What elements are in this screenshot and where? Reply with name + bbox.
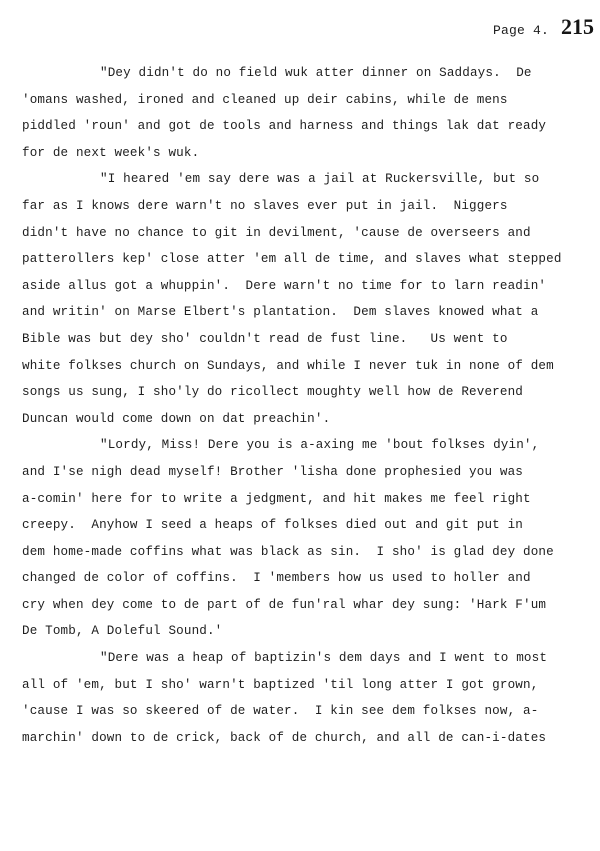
text-line: all of 'em, but I sho' warn't baptized 'til long atter I got grown, bbox=[22, 677, 539, 692]
text-line: "Dey didn't do no field wuk atter dinner on Saddays. De bbox=[100, 66, 532, 80]
text-line: "Dere was a heap of baptizin's dem days and I went to most bbox=[100, 651, 548, 666]
text-line: "Lordy, Miss! Dere you is a-axing me 'bout folkses dyin', bbox=[100, 438, 540, 453]
paragraph bbox=[22, 166, 598, 432]
text-line: Bible was but dey sho' couldn't read de fust line. Us went to bbox=[22, 331, 508, 346]
page-header bbox=[493, 14, 594, 40]
page-label: Page 4. bbox=[492, 23, 549, 38]
text-line: and I'se nigh dead myself! Brother 'lisha done prophesied you was bbox=[22, 464, 523, 479]
text-line: far as I knows dere warn't no slaves ever put in jail. Niggers bbox=[22, 198, 508, 213]
paragraph bbox=[22, 432, 598, 645]
text-line: Duncan would come down on dat preachin'. bbox=[22, 411, 331, 426]
text-line: De Tomb, A Doleful Sound.' bbox=[22, 624, 223, 639]
text-line: cry when dey come to de part of de fun'ral whar dey sung: 'Hark F'um bbox=[22, 597, 547, 612]
text-line: didn't have no chance to git in devilment, 'cause de overseers and bbox=[22, 225, 531, 240]
text-line: piddled 'roun' and got de tools and harness and things lak dat ready bbox=[22, 119, 547, 134]
text-line: marchin' down to de crick, back of de church, and all de can-i-dates bbox=[22, 730, 547, 745]
text-line: and writin' on Marse Elbert's plantation. Dem slaves knowed what a bbox=[22, 305, 539, 320]
text-line: a-comin' here for to write a jedgment, and hit makes me feel right bbox=[22, 491, 531, 506]
text-line: creepy. Anyhow I seed a heaps of folkses died out and git put in bbox=[22, 518, 523, 533]
text-line: aside allus got a whuppin'. Dere warn't no time for to larn readin' bbox=[22, 278, 547, 293]
text-line: songs us sung, I sho'ly do ricollect moughty well how de Reverend bbox=[22, 385, 523, 400]
text-line: white folkses church on Sundays, and while I never tuk in none of dem bbox=[22, 358, 554, 373]
text-line: patterollers kep' close atter 'em all de time, and slaves what stepped bbox=[22, 252, 562, 267]
page-stamp-number: 215 bbox=[561, 14, 594, 39]
body-text bbox=[22, 60, 598, 751]
text-line: "I heared 'em say dere was a jail at Ruckersville, but so bbox=[100, 172, 540, 187]
text-line: 'omans washed, ironed and cleaned up deir cabins, while de mens bbox=[22, 92, 508, 107]
text-line: 'cause I was so skeered of de water. I kin see dem folkses now, a- bbox=[22, 704, 539, 719]
paragraph bbox=[22, 645, 598, 751]
text-line: dem home-made coffins what was black as sin. I sho' is glad dey done bbox=[22, 544, 554, 559]
paragraph bbox=[22, 60, 598, 166]
text-line: changed de color of coffins. I 'members how us used to holler and bbox=[22, 571, 531, 586]
text-line: for de next week's wuk. bbox=[22, 145, 200, 160]
